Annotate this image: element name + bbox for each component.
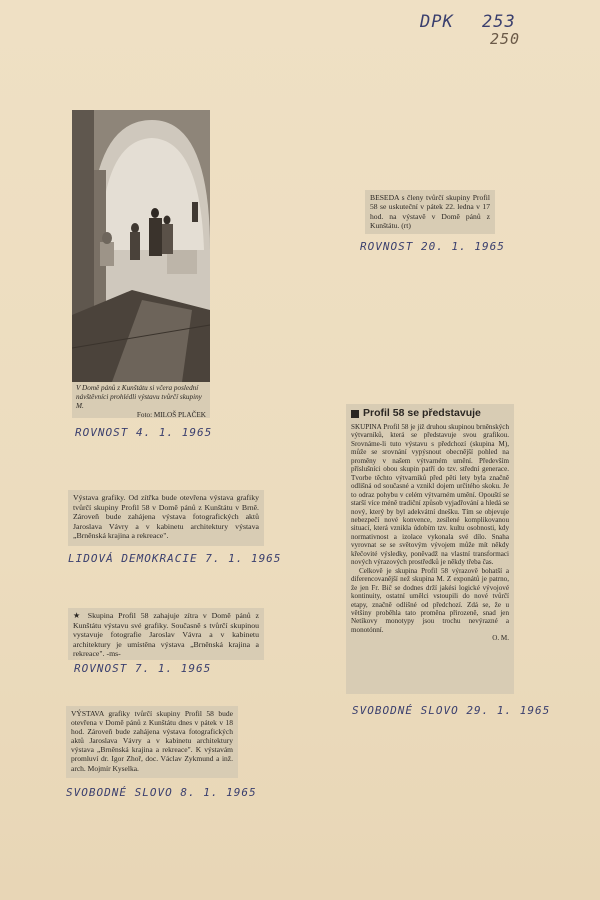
vystava-grafiky-clipping xyxy=(68,490,264,546)
vystava-otevrena-text: VÝSTAVA grafiky tvůrčí skupiny Profil 58 bude otevřena v Domě pánů z Kunštátu dnes v pátek v 18 hod. Zároveň bude zahájena výstava fotografických aktů Jaroslava Vávry a v kabinetu architektury výstava „Brněnská krajina a rekreace". K výstavám promluví dr. Igor Zhoř, doc. Václav Zykmund a inž. arch. Mojmír Kyselka. xyxy=(71,709,233,773)
photo-source: ROVNOST 4. 1. 1965 xyxy=(75,426,213,439)
profil-article-paragraph-2: Celkově je skupina Profil 58 výrazově bohatší a diferencovanější než skupina M. Z exponátů je patrno, že jen Fr. Bič se dodnes drží jakési logické vývojové kontinuity, ostatní umělci vstoupili do nové tvůrčí etapy, značně odlišné od předchozí. Zdá se, že u většiny proběhla tato proměna přirozeně, snad jen Netíkovy monotypy jsou trochu nevýrazné a monotónní. xyxy=(351,566,509,634)
vystava-grafiky-source: LIDOVÁ DEMOKRACIE 7. 1. 1965 xyxy=(68,552,282,565)
exhibition-photo-image xyxy=(72,110,210,382)
beseda-clipping xyxy=(365,190,495,234)
exhibition-photo xyxy=(72,110,210,382)
profil-article-clipping xyxy=(346,404,514,694)
photo-credit: Foto: MILOŠ PLAČEK xyxy=(136,411,206,419)
skupina-zitra-text: ★ Skupina Profil 58 zahajuje zítra v Domě pánů z Kunštátu výstavu své grafiky. Současně s tvůrčí skupinou vystavuje fotografie Jaroslav Vávra a v kabinetu architektury je umístěna výstava „Brněnská krajina a rekreace". -ms- xyxy=(73,611,259,659)
archive-number-corrected: 250 xyxy=(490,30,521,48)
photo-caption-text: V Domě pánů z Kunštátu si včera poslední návštěvníci prohlédli výstavu tvůrčí skupiny M. xyxy=(76,384,202,410)
skupina-zitra-source: ROVNOST 7. 1. 1965 xyxy=(74,662,212,675)
profil-article-headline-text: Profil 58 se představuje xyxy=(363,407,481,419)
archive-code: DPK xyxy=(420,12,454,32)
vystava-otevrena-source: SVOBODNÉ SLOVO 8. 1. 1965 xyxy=(66,786,257,799)
profil-article-headline xyxy=(351,407,509,420)
archive-number: 253 xyxy=(482,12,516,32)
skupina-zitra-clipping xyxy=(68,608,264,660)
vystava-grafiky-text: Výstava grafiky. Od zítřka bude otevřena výstava grafiky tvůrčí skupiny Profil 58 v Domě pánů z Kunštátu v Brně. Zároveň bude zahájena výstava fotografických aktů Jaroslava Vávry a v kabinetu architektury výstava „Brněnská krajina a rekreace". xyxy=(73,493,259,541)
profil-article-paragraph-1: SKUPINA Profil 58 je již druhou skupinou brněnských výtvarníků, která se představuje svou grafikou. Srovnáme-li tuto výstavu s předchozí (skupina M), může se srovnání vypýsnout obecnější pohled na proměny v našem výtvarném umění. Především příslušníci obou skupin patří do tzv. střední generace. Tvorbe těchto výtvarníků před pěti lety byla značně odlišná od současné a vznikl dojem určitého skoku. Je to odraz pohybu v celém výtvarném umění. Opouští se starší více méně tradiční způsob vyjadřování a hledá se nový, který by byl adekvátní dnešku. Tím se objevuje nebezpečí nové konvence, zesílené komplikovanou situací, která vznikla údobím tzv. kultu osobnosti, kdy normativnost a izolace vykonala své dílo. Snaha vyrovnat se se světovým vývojem může mít někdy křečovité výsledky, poněvadž na vlastní transformaci nových výrazových prostředků je někdy třeba čas. xyxy=(351,423,509,567)
photo-caption xyxy=(72,382,210,418)
profil-article-signature: O. M. xyxy=(492,634,509,643)
profil-article-source: SVOBODNÉ SLOVO 29. 1. 1965 xyxy=(352,704,551,717)
beseda-source: ROVNOST 20. 1. 1965 xyxy=(360,240,505,253)
beseda-text: BESEDA s členy tvůrčí skupiny Profil 58 se uskuteční v pátek 22. ledna v 17 hod. na výstavě v Domě pánů z Kunštátu. (rt) xyxy=(370,193,490,230)
vystava-otevrena-clipping xyxy=(66,706,238,778)
square-bullet-icon xyxy=(351,410,359,418)
